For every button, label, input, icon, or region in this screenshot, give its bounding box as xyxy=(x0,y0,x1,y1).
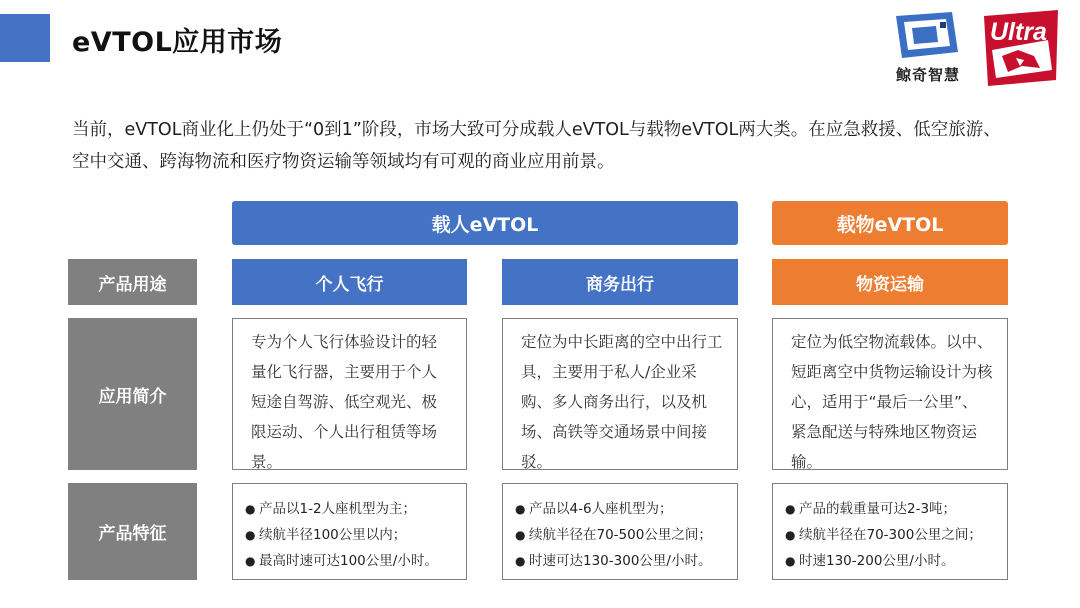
feature-text: 时速130-200公里/小时。 xyxy=(799,553,955,569)
list-item xyxy=(785,522,997,548)
bullet-icon: ● xyxy=(785,502,796,516)
bullet-icon: ● xyxy=(785,554,796,568)
row-label-intro: 应用简介 xyxy=(68,318,197,470)
row-label-features: 产品特征 xyxy=(68,483,197,580)
bullet-icon: ● xyxy=(515,528,526,542)
intro-paragraph: 当前，eVTOL商业化上仍处于“0到1”阶段，市场大致可分成载人eVTOL与载物eVTOL两大类。在应急救援、低空旅游、空中交通、跨海物流和医疗物资运输等领域均有可观的商业应用前景。 xyxy=(72,120,1001,172)
list-item xyxy=(515,522,727,548)
feature-text: 产品的载重量可达2-3吨； xyxy=(799,501,957,517)
feature-text: 时速可达130-300公里/小时。 xyxy=(529,553,712,569)
description-cargo-transport: 定位为低空物流载体。以中、短距离空中货物运输设计为核心，适用于“最后一公里”、紧急配送与特殊地区物资运输。 xyxy=(772,318,1008,470)
description-business-travel: 定位为中长距离的空中出行工具，主要用于私人/企业采购、多人商务出行，以及机场、高铁等交通场景中间接驳。 xyxy=(502,318,738,470)
list-item xyxy=(785,548,997,574)
feature-text: 续航半径在70-500公里之间； xyxy=(529,527,712,543)
bullet-icon: ● xyxy=(515,554,526,568)
feature-text: 续航半径100公里以内； xyxy=(259,527,407,543)
description-personal-flight: 专为个人飞行体验设计的轻量化飞行器，主要用于个人短途自驾游、低空观光、极限运动、个人出行租赁等场景。 xyxy=(232,318,467,470)
feature-text: 产品以4-6人座机型为； xyxy=(529,501,673,517)
title-accent-block xyxy=(0,14,50,62)
category-manned-header: 载人eVTOL xyxy=(232,201,738,245)
bullet-icon: ● xyxy=(245,502,256,516)
features-personal-flight xyxy=(232,483,467,580)
bullet-icon: ● xyxy=(785,528,796,542)
feature-text: 产品以1-2人座机型为主； xyxy=(259,501,417,517)
use-cargo-transport: 物资运输 xyxy=(772,259,1008,305)
jingqi-logo-icon xyxy=(892,12,962,62)
bullet-icon: ● xyxy=(515,502,526,516)
features-business-travel xyxy=(502,483,738,580)
list-item xyxy=(245,496,456,522)
list-item xyxy=(245,522,456,548)
list-item xyxy=(515,548,727,574)
bullet-icon: ● xyxy=(245,528,256,542)
jingqi-logo-caption: 鲸奇智慧 xyxy=(895,66,960,84)
feature-text: 最高时速可达100公里/小时。 xyxy=(259,553,438,569)
feature-text: 续航半径在70-300公里之间； xyxy=(799,527,982,543)
category-cargo-header: 载物eVTOL xyxy=(772,201,1008,245)
use-personal-flight: 个人飞行 xyxy=(232,259,467,305)
ultra-logo xyxy=(978,10,1062,86)
list-item xyxy=(245,548,456,574)
jingqi-logo xyxy=(890,12,966,88)
page-title: eVTOL应用市场 xyxy=(72,27,283,58)
list-item xyxy=(515,496,727,522)
features-cargo-transport xyxy=(772,483,1008,580)
row-label-use: 产品用途 xyxy=(68,259,197,305)
list-item xyxy=(785,496,997,522)
use-business-travel: 商务出行 xyxy=(502,259,738,305)
bullet-icon: ● xyxy=(245,554,256,568)
ultra-logo-text: Ultra xyxy=(990,18,1047,46)
